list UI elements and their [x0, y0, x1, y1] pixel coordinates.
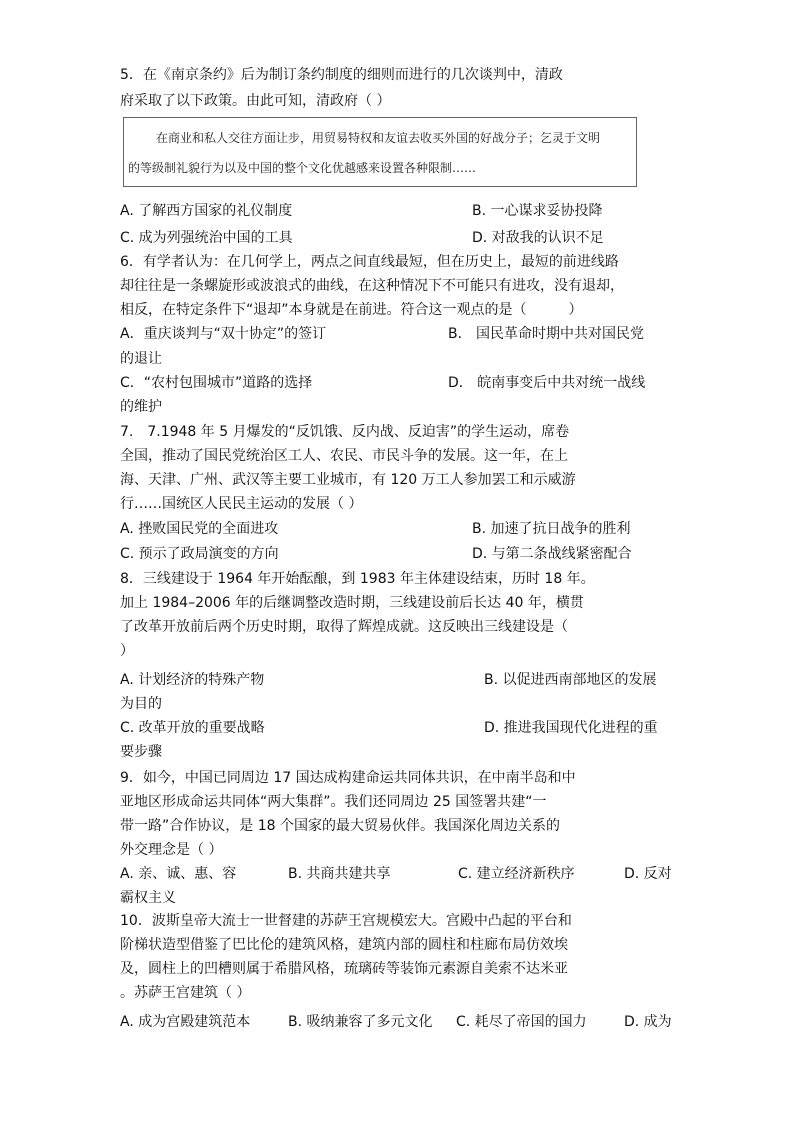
q10-stem-line-4: 。苏萨王宫建筑（ ）: [120, 985, 251, 1001]
q6-stem-line-1: 6．有学者认为：在几何学上，两点之间直线最短，但在历史上，最短的前进线路: [120, 254, 619, 270]
q8-option-a[interactable]: A. 计划经济的特殊产物: [120, 672, 265, 688]
q8-option-b[interactable]: B. 以促进西南部地区的发展: [484, 672, 657, 688]
q5-option-c[interactable]: C. 成为列强统治中国的工具: [120, 230, 293, 246]
q7-stem-line-4: 行……国统区人民民主运动的发展（ ）: [120, 496, 363, 512]
q10-option-a[interactable]: A. 成为宫殿建筑范本: [120, 1014, 251, 1030]
q8-stem-line-2: 加上 1984–2006 年的后继调整改造时期，三线建设前后长达 40 年，横贯: [120, 595, 584, 611]
q5-quote-line-2: 的等级制礼貌行为以及中国的整个文化优越感来设置各种限制……: [128, 161, 477, 175]
q7-option-d[interactable]: D. 与第二条战线紧密配合: [472, 546, 632, 562]
q10-option-d[interactable]: D. 成为: [624, 1014, 672, 1030]
q9-option-a[interactable]: A. 亲、诚、惠、容: [120, 866, 237, 882]
q5-quote-box: [123, 117, 637, 187]
q5-option-b[interactable]: B. 一心谋求妥协投降: [472, 203, 603, 219]
q7-stem-line-3: 海、天津、广州、武汉等主要工业城市，有 120 万工人参加罢工和示威游: [120, 472, 576, 488]
q5-stem-line-1: 5．在《南京条约》后为制订条约制度的细则而进行的几次谈判中，清政: [120, 67, 563, 83]
q6-option-c[interactable]: C．“农村包围城市”道路的选择: [120, 375, 313, 391]
q5-quote-line-1: 在商业和私人交往方面让步，用贸易特权和友谊去收买外国的好战分子；乞灵于文明: [156, 131, 601, 145]
q8-stem-line-4: ）: [120, 643, 134, 659]
q8-option-d-continued: 要步骤: [120, 744, 162, 760]
q8-stem-line-3: 了改革开放前后两个历史时期，取得了辉煌成就。这反映出三线建设是（: [120, 619, 568, 635]
q6-option-d[interactable]: D． 皖南事变后中共对统一战线: [448, 375, 646, 391]
q8-option-d[interactable]: D. 推进我国现代化进程的重: [484, 720, 658, 736]
q9-option-b[interactable]: B. 共商共建共享: [288, 866, 391, 882]
q10-stem-line-1: 10．波斯皇帝大流士一世督建的苏萨王宫规模宏大。宫殿中凸起的平台和: [120, 913, 572, 929]
q10-option-c[interactable]: C. 耗尽了帝国的国力: [456, 1014, 587, 1030]
q5-stem-line-2: 府采取了以下政策。由此可知，清政府（ ）: [120, 93, 391, 109]
q9-stem-line-2: 亚地区形成命运共同体“两大集群”。我们还同周边 25 国签署共建“一: [120, 794, 547, 810]
q7-stem-line-2: 全国，推动了国民党统治区工人、农民、市民斗争的发展。这一年，在上: [120, 448, 568, 464]
q7-stem-line-1: 7. 7.1948 年 5 月爆发的“反饥饿、反内战、反迫害”的学生运动，席卷: [120, 424, 570, 440]
q8-option-c[interactable]: C. 改革开放的重要战略: [120, 720, 265, 736]
q6-stem-line-2: 却往往是一条螺旋形或波浪式的曲线，在这种情况下不可能只有进攻，没有退却，: [120, 278, 624, 294]
q6-option-b-continued: 的退让: [120, 351, 162, 367]
q9-option-d[interactable]: D. 反对: [624, 866, 672, 882]
q6-option-b[interactable]: B． 国民革命时期中共对国民党: [448, 326, 645, 342]
q8-stem-line-1: 8．三线建设于 1964 年开始酝酿，到 1983 年主体建设结束，历时 18 年。: [120, 571, 595, 587]
q6-stem-line-3: 相反，在特定条件下“退却”本身就是在前进。符合这一观点的是（ ）: [120, 302, 583, 318]
q6-option-a[interactable]: A．重庆谈判与“双十协定”的签订: [120, 326, 327, 342]
q7-option-b[interactable]: B. 加速了抗日战争的胜利: [472, 521, 631, 537]
q9-option-d-continued: 霸权主义: [120, 890, 176, 906]
q9-option-c[interactable]: C. 建立经济新秩序: [458, 866, 575, 882]
q9-stem-line-3: 带一路”合作协议，是 18 个国家的最大贸易伙伴。我国深化周边关系的: [120, 818, 560, 834]
q10-option-b[interactable]: B. 吸纳兼容了多元文化: [288, 1014, 433, 1030]
q6-option-d-continued: 的维护: [120, 399, 162, 415]
q10-stem-line-3: 及，圆柱上的凹槽则属于希腊风格，琉璃砖等装饰元素源自美索不达米亚: [120, 961, 568, 977]
q10-stem-line-2: 阶梯状造型借鉴了巴比伦的建筑风格，建筑内部的圆柱和柱廊布局仿效埃: [120, 937, 568, 953]
q5-option-d[interactable]: D. 对敌我的认识不足: [472, 230, 604, 246]
q8-option-b-continued: 为目的: [120, 696, 162, 712]
q7-option-c[interactable]: C. 预示了政局演变的方向: [120, 546, 279, 562]
q7-option-a[interactable]: A. 挫败国民党的全面进攻: [120, 521, 279, 537]
q9-stem-line-1: 9．如今，中国已同周边 17 国达成构建命运共同体共识，在中南半岛和中: [120, 770, 576, 786]
q5-option-a[interactable]: A. 了解西方国家的礼仪制度: [120, 203, 293, 219]
q9-stem-line-4: 外交理念是（ ）: [120, 842, 223, 858]
